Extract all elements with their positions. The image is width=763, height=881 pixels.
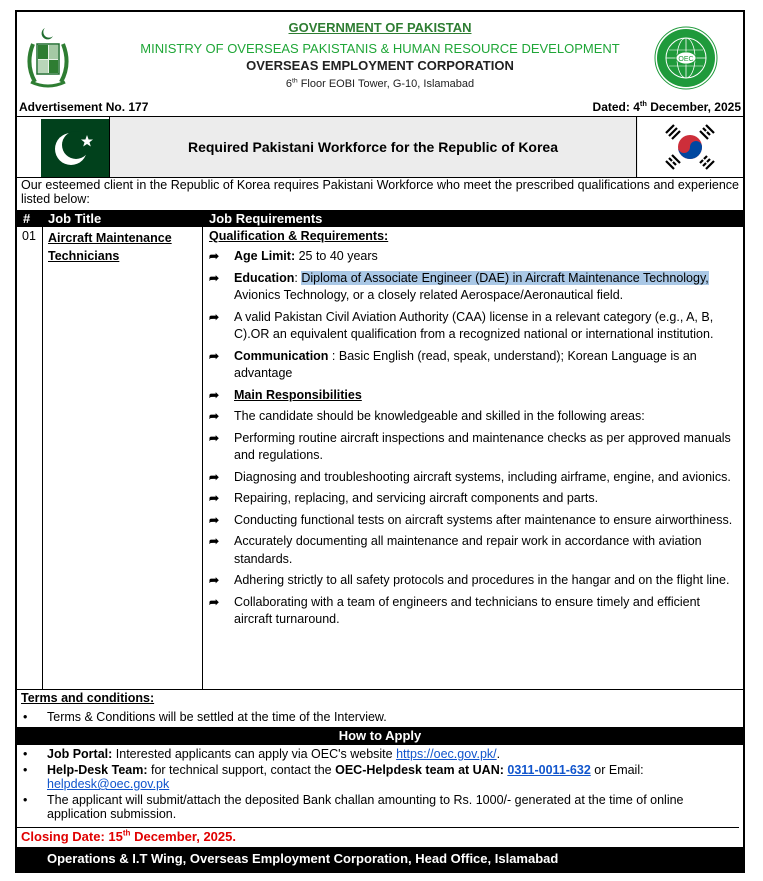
responsibility-text: Accurately documenting all maintenance and repair work in accordance with aviation standards. [234, 534, 702, 566]
req-license [209, 309, 735, 344]
terms-text: Terms & Conditions will be settled at the time of the Interview. [47, 710, 387, 724]
address-floor: 6 [285, 78, 292, 90]
responsibility-item [209, 512, 735, 530]
advertisement-info-row [17, 100, 743, 116]
helpdesk-text: for technical support, contact the [147, 763, 336, 777]
helpdesk-item [17, 763, 739, 791]
helpdesk-uan-label: OEC-Helpdesk team at UAN: [335, 763, 508, 777]
document-header [17, 12, 743, 102]
address-rest: Floor EOBI Tower, G-10, Islamabad [297, 78, 475, 90]
header-number: # [23, 211, 31, 226]
responsibility-item [209, 430, 735, 465]
education-rest: Avionics Technology, or a closely related Aerospace/Aeronautical field. [234, 288, 624, 302]
header-job-requirements: Job Requirements [209, 211, 323, 226]
responsibility-item [209, 408, 735, 426]
responsibility-text: Repairing, replacing, and servicing aircraft components and parts. [234, 491, 599, 505]
job-portal-text: Interested applicants can apply via OEC's website [112, 747, 397, 761]
responsibility-item [209, 572, 735, 590]
crescent-star-icon [41, 119, 109, 177]
table-row [17, 227, 743, 690]
banner-title: Required Pakistani Workforce for the Republic of Korea [109, 117, 637, 177]
intro-paragraph: Our esteemed client in the Republic of Korea requires Pakistani Workforce who meet the prescribed qualifications and experience listed below: [21, 178, 739, 206]
arrow-bullet-icon: ➦ [209, 469, 220, 484]
closing-prefix: Closing Date: 15 [21, 829, 123, 844]
helpdesk-email-link[interactable]: helpdesk@oec.gov.pk [47, 777, 170, 791]
terms-section [17, 690, 743, 727]
requirements-list [209, 248, 735, 629]
closing-date [21, 829, 236, 844]
job-title: Aircraft Maintenance Technicians [43, 227, 203, 689]
responsibility-text: The candidate should be knowledgeable and skilled in the following areas: [234, 409, 645, 423]
req-communication [209, 348, 735, 383]
footer-bar: Operations & I.T Wing, Overseas Employment Corporation, Head Office, Islamabad [17, 847, 743, 871]
arrow-bullet-icon: ➦ [209, 594, 220, 609]
arrow-bullet-icon: ➦ [209, 270, 220, 285]
terms-item [17, 710, 739, 724]
responsibility-text: Conducting functional tests on aircraft systems after maintenance to ensure airworthiness. [234, 512, 733, 527]
closing-suffix: December, 2025. [130, 829, 236, 844]
terms-heading: Terms and conditions: [21, 691, 155, 705]
education-label: Education [234, 270, 295, 285]
advertisement-date [593, 100, 741, 114]
responsibility-text: Adhering strictly to all safety protocols and procedures in the hangar and on the flight line. [234, 573, 730, 587]
advertisement-number: Advertisement No. 177 [19, 100, 149, 114]
helpdesk-phone-link[interactable]: 0311-0011-632 [507, 763, 591, 777]
arrow-bullet-icon: ➦ [209, 387, 220, 402]
how-to-apply-section [17, 747, 739, 828]
office-address [17, 78, 743, 90]
req-education [209, 270, 735, 305]
bullet-icon: • [23, 793, 28, 807]
job-portal-end: . [496, 747, 501, 761]
pakistan-flag-field [41, 119, 109, 177]
education-highlighted-text[interactable]: Diploma of Associate Engineer (DAE) in Aircraft Maintenance Technology, [301, 270, 709, 285]
date-sup: th [639, 99, 647, 108]
arrow-bullet-icon: ➦ [209, 573, 220, 587]
date-prefix: Dated: 4 [592, 100, 640, 114]
requirements-heading: Qualification & Requirements: [209, 229, 389, 243]
arrow-bullet-icon: ➦ [209, 430, 220, 445]
responsibility-item [209, 533, 735, 568]
header-job-title: Job Title [48, 211, 102, 226]
responsibility-item [209, 594, 735, 629]
oec-website-link[interactable]: https://oec.gov.pk/ [396, 747, 497, 761]
job-portal-label: Job Portal: [47, 747, 113, 761]
req-age [209, 248, 735, 266]
communication-value: : Basic English (read, speak, understand); Korean Language is an advantage [234, 348, 697, 380]
arrow-bullet-icon: ➦ [209, 309, 220, 324]
table-header [17, 210, 743, 227]
arrow-bullet-icon: ➦ [209, 409, 220, 423]
government-title: GOVERNMENT OF PAKISTAN [288, 20, 472, 35]
responsibilities-heading: Main Responsibilities [234, 387, 362, 402]
responsibility-text: Diagnosing and troubleshooting aircraft systems, including airframe, engine, and avionics. [234, 469, 731, 484]
communication-label: Communication [234, 348, 329, 363]
address-sup: th [291, 77, 298, 85]
job-requirements [204, 227, 743, 689]
title-banner [17, 116, 743, 178]
advertisement-document [15, 10, 745, 873]
row-number: 01 [17, 227, 43, 689]
helpdesk-label: Help-Desk Team: [47, 763, 148, 777]
responsibilities-heading-item [209, 387, 735, 405]
pakistan-flag-icon [17, 117, 109, 177]
education-sep: : [294, 270, 302, 285]
oec-logo-text: OEC [678, 56, 694, 63]
responsibility-item [209, 490, 735, 508]
date-suffix: December, 2025 [646, 100, 741, 114]
license-text: A valid Pakistan Civil Aviation Authority (CAA) license in a relevant category (e.g., A, B, C).OR an equivalent qualification from a recognized national or international institution. [234, 309, 714, 341]
helpdesk-or: or Email: [590, 763, 644, 777]
job-portal-item [17, 747, 739, 761]
ministry-title: MINISTRY OF OVERSEAS PAKISTANIS & HUMAN RESOURCE DEVELOPMENT [140, 41, 620, 56]
closing-sup: th [122, 828, 131, 838]
responsibility-text: Collaborating with a team of engineers and technicians to ensure timely and efficient aircraft turnaround. [234, 594, 701, 626]
arrow-bullet-icon: ➦ [209, 512, 220, 527]
organization-title: OVERSEAS EMPLOYMENT CORPORATION [246, 58, 514, 73]
bullet-icon: • [23, 763, 28, 777]
age-label: Age Limit: [234, 249, 296, 263]
south-korea-flag-icon [638, 117, 743, 177]
oec-logo-icon [654, 26, 718, 90]
arrow-bullet-icon: ➦ [209, 348, 220, 363]
responsibility-item [209, 469, 735, 487]
challan-text: The applicant will submit/attach the deposited Bank challan amounting to Rs. 1000/- generated at the time of online application submission. [47, 793, 684, 821]
age-value: 25 to 40 years [295, 249, 378, 263]
arrow-bullet-icon: ➦ [209, 491, 220, 505]
how-to-apply-heading: How to Apply [17, 727, 743, 745]
bullet-icon: • [23, 747, 28, 761]
challan-item [17, 793, 739, 821]
responsibility-text: Performing routine aircraft inspections and maintenance checks as per approved manuals and regulations. [234, 430, 731, 462]
arrow-bullet-icon: ➦ [209, 249, 220, 263]
arrow-bullet-icon: ➦ [209, 534, 220, 548]
bullet-icon: • [23, 710, 28, 724]
